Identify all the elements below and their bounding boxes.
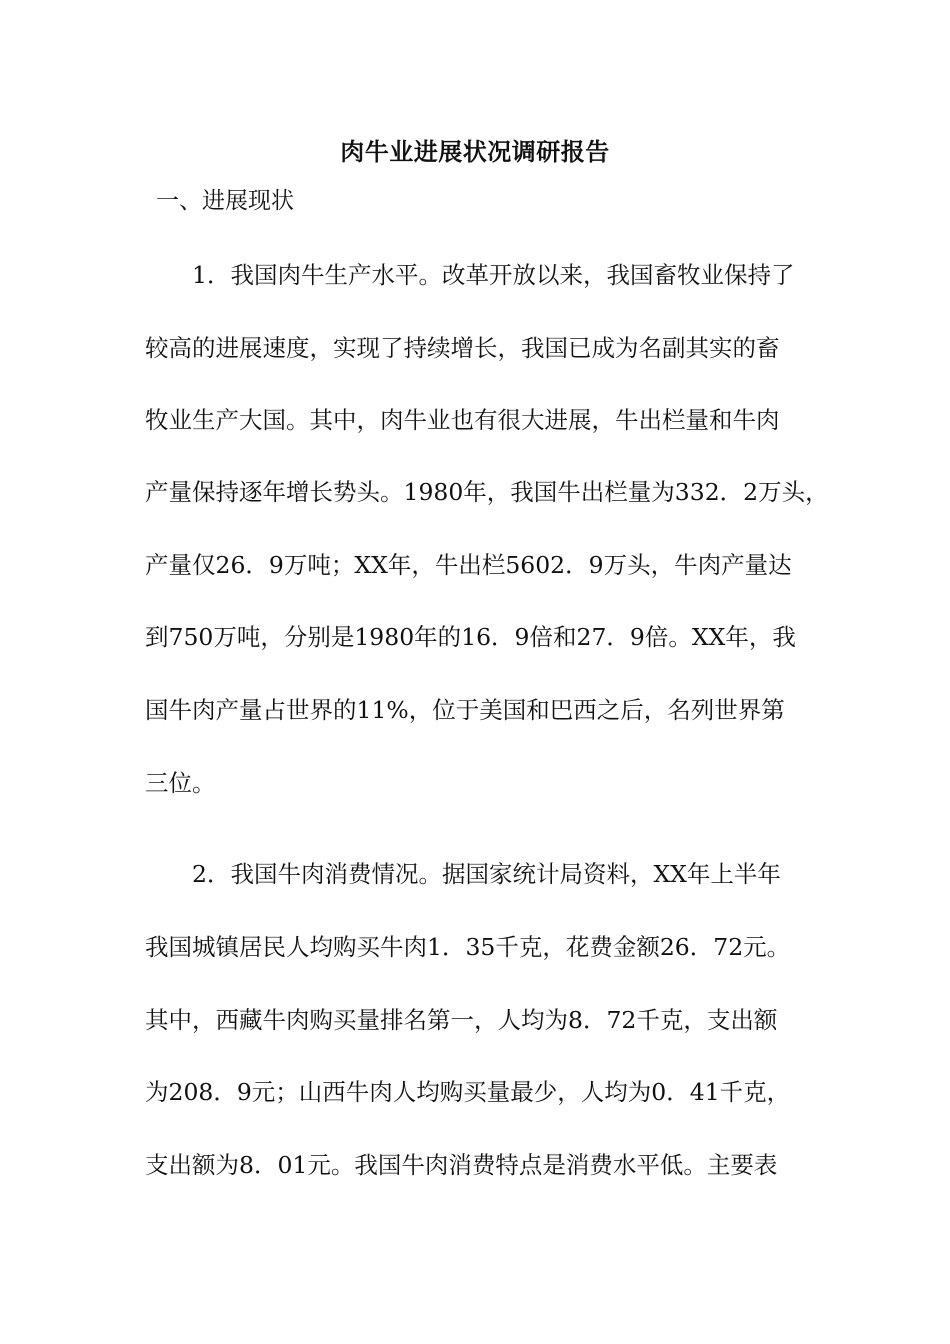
paragraph-line: 牧业生产大国。其中，肉牛业也有很大进展，牛出栏量和牛肉 — [145, 406, 780, 434]
paragraph-line: 产量仅26．9万吨；XX年，牛出栏5602．9万头，牛肉产量达 — [145, 551, 792, 579]
paragraph-line: 其中，西藏牛肉购买量排名第一，人均为8．72千克，支出额 — [145, 1006, 778, 1034]
paragraph-line: 到750万吨，分别是1980年的16．9倍和27．9倍。XX年，我 — [145, 623, 796, 651]
document-title: 肉牛业进展状况调研报告 — [340, 138, 610, 166]
paragraph-line: 三位。 — [145, 769, 216, 797]
paragraph-line: 我国城镇居民人均购买牛肉1．35千克，花费金额26．72元。 — [145, 933, 791, 961]
paragraph-line: 国牛肉产量占世界的11%，位于美国和巴西之后，名列世界第 — [145, 696, 785, 724]
section-heading: 一、进展现状 — [156, 188, 294, 214]
paragraph-line: 2．我国牛肉消费情况。据国家统计局资料，XX年上半年 — [192, 860, 781, 888]
paragraph-line: 较高的进展速度，实现了持续增长，我国已成为名副其实的畜 — [145, 334, 780, 362]
paragraph-line: 1．我国肉牛生产水平。改革开放以来，我国畜牧业保持了 — [192, 261, 795, 289]
paragraph-line: 为208．9元；山西牛肉人均购买量最少，人均为0．41千克， — [145, 1078, 791, 1106]
paragraph-line: 产量保持逐年增长势头。1980年，我国牛出栏量为332．2万头， — [145, 478, 829, 506]
paragraph-line: 支出额为8．01元。我国牛肉消费特点是消费水平低。主要表 — [145, 1151, 778, 1179]
